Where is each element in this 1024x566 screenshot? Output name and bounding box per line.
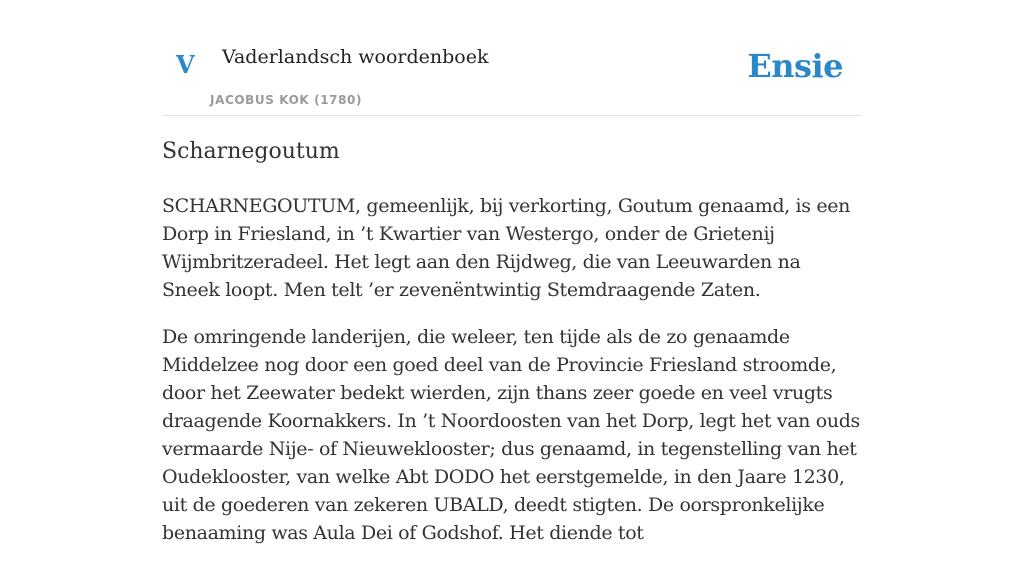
entry-title: Scharnegoutum [162, 139, 340, 164]
entry-paragraph: De omringende landerijen, die weleer, ten tijde als de zo genaamde Middelzee nog door een goed deel van de Provincie Friesland stroomde, door het Zeewater bedekt wierden, zijn thans zeer goede en veel vrugts draagende Koornakkers. In ’t Noordoosten van het Dorp, legt het van ouds vermaarde Nije- of Nieuweklooster; dus genaamd, in tegenstelling van het Oudeklooster, van welke Abt DODO het eerstgemelde, in den Jaare 1230, uit de goederen van zekeren UBALD, deedt stigten. De oorspronkelijke benaaming was Aula Dei of Godshof. Het diende tot [162, 326, 860, 544]
entry-body [162, 192, 862, 566]
entry-paragraph: SCHARNEGOUTUM, gemeenlijk, bij verkorting, Goutum genaamd, is een Dorp in Friesland, in ’t Kwartier van Westergo, onder de Grietenij Wijmbritzeradeel. Het legt aan den Rijdweg, die van Leeuwarden na Sneek loopt. Men telt ’er zevenëntwintig Stemdraagende Zaten. [162, 195, 851, 301]
book-header [162, 0, 862, 116]
book-title-link[interactable]: Vaderlandsch woordenboek [222, 46, 489, 68]
book-author: JACOBUS KOK (1780) [210, 93, 363, 107]
page-container [162, 0, 862, 544]
book-letter[interactable]: V [176, 50, 195, 79]
site-logo[interactable]: Ensie [747, 47, 843, 85]
